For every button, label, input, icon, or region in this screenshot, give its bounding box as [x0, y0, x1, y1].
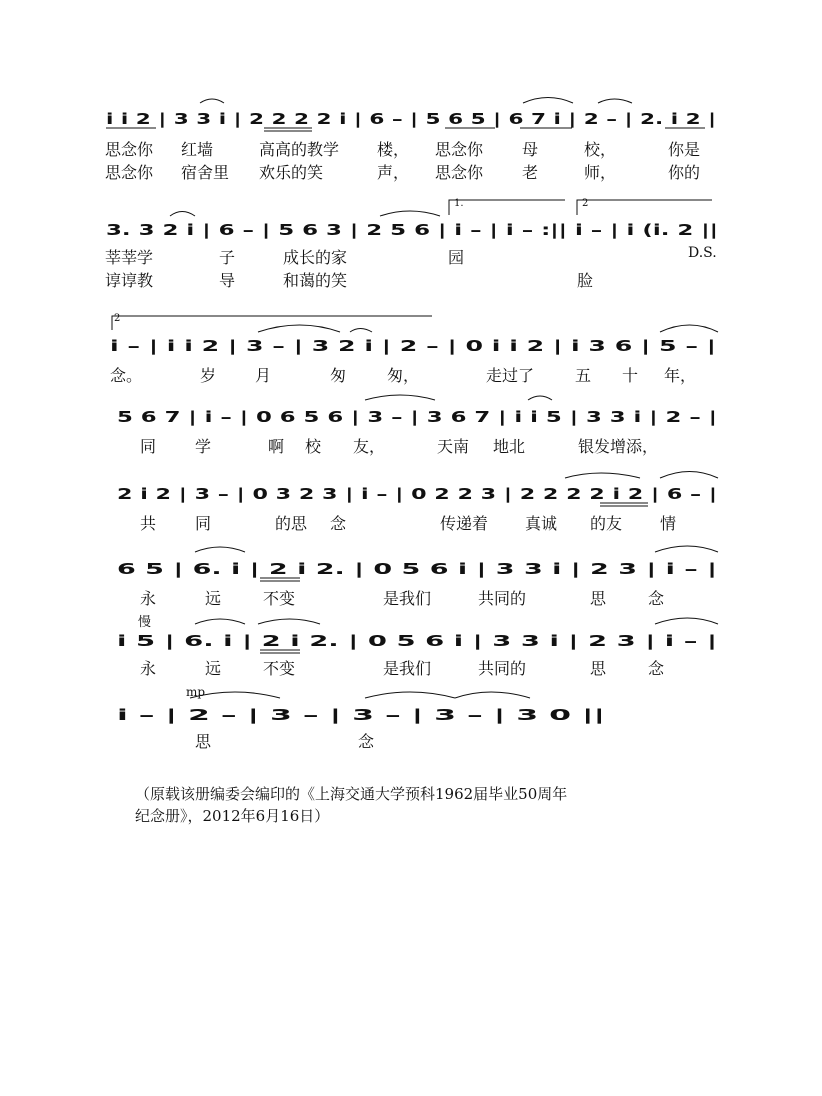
slur — [258, 619, 320, 624]
lyric: 银发增添， — [578, 437, 659, 456]
slur — [660, 472, 718, 479]
lyric: 同 — [195, 514, 212, 533]
lyric: 脸 — [577, 271, 594, 290]
music-row-3-notes: i – | i i 2 | 3 – | 3 2 i | 2 – | 0 i i 2 | i 3 6 | 5 – | — [110, 337, 471, 355]
volta-1-label: 1. — [454, 198, 464, 209]
lyric: 共同的 — [478, 589, 527, 608]
lyric: 宿舍里 — [181, 163, 230, 182]
lyric: 共同的 — [478, 659, 527, 678]
lyric: 楼， — [377, 140, 410, 159]
lyric: 走过了 — [486, 366, 535, 385]
lyric: 念 — [648, 589, 665, 608]
slur — [350, 329, 372, 333]
lyric: 谆谆教 — [105, 271, 154, 290]
lyric: 念 — [358, 732, 375, 751]
volta-1-bracket — [449, 200, 565, 215]
slur — [200, 99, 224, 103]
music-row-8-notes: i – | 2 – | 3 – | 3 – | 3 – | 3 0 || — [117, 706, 350, 724]
lyric: 念 — [330, 514, 347, 533]
music-row-6-notes: 6 5 | 6. i | 2 i 2. | 0 5 6 i | 3 3 i | 2 3 | i – | — [117, 560, 451, 578]
music-row-1 — [106, 110, 716, 129]
lyric: 远 — [205, 589, 222, 608]
lyric: 成长的家 — [283, 248, 348, 267]
slur — [195, 619, 245, 624]
lyric: 友， — [353, 437, 386, 456]
lyric: 你的 — [668, 163, 701, 182]
lyric: 传递着 — [440, 514, 489, 533]
lyric: 不变 — [263, 659, 296, 678]
lyric: 永 — [140, 659, 157, 678]
volta-2-bracket — [577, 200, 712, 215]
lyric: 欢乐的笑 — [259, 163, 324, 182]
lyric: 月 — [255, 366, 272, 385]
lyric: 学 — [195, 437, 212, 456]
lyric: 高高的教学 — [259, 140, 340, 159]
slur — [365, 692, 455, 698]
lyric: 莘莘学 — [105, 248, 154, 267]
lyric: 五 — [575, 366, 592, 385]
lyric: 园 — [448, 248, 465, 267]
lyric: 不变 — [263, 589, 296, 608]
music-row-5 — [117, 485, 717, 504]
music-row-6 — [117, 560, 717, 579]
music-row-4 — [117, 408, 717, 427]
lyric: 年， — [664, 366, 697, 385]
lyric: 匆 — [330, 366, 347, 385]
lyric: 是我们 — [383, 589, 432, 608]
volta-2-label: 2 — [582, 198, 589, 209]
lyric: 的思 — [275, 514, 308, 533]
music-row-3 — [110, 337, 716, 356]
lyric: 真诚 — [525, 514, 558, 533]
source-note-line-2: 纪念册》，2012年6月16日） — [135, 807, 330, 825]
slur — [660, 325, 718, 332]
slur — [455, 692, 530, 698]
lyric: 共 — [140, 514, 157, 533]
lyric: 子 — [219, 248, 236, 267]
lyric: 你是 — [668, 140, 701, 159]
lyric: 思 — [590, 589, 607, 608]
music-row-7-notes: i 5 | 6. i | 2 i 2. | 0 5 6 i | 3 3 i | 2 3 | i – | — [117, 632, 446, 650]
music-row-2 — [106, 221, 718, 240]
slur — [598, 99, 632, 103]
lyric: 思念你 — [105, 140, 154, 159]
lyric: 同 — [140, 437, 157, 456]
lyric: 匆， — [387, 366, 420, 385]
lyric: 红墙 — [181, 140, 214, 159]
music-row-4-notes: 5 6 7 | i – | 0 6 5 6 | 3 – | 3 6 7 | i i 5 | 3 3 i | 2 – | — [117, 408, 512, 426]
lyric: 念 — [648, 659, 665, 678]
lyric: 思 — [195, 732, 212, 751]
lyric: 远 — [205, 659, 222, 678]
lyric: 母 — [522, 140, 539, 159]
dynamic-mp-mark: mp — [186, 685, 206, 699]
slur — [365, 395, 435, 400]
lyric: 老 — [522, 163, 539, 182]
slur — [565, 473, 640, 478]
music-row-5-notes: 2 i 2 | 3 – | 0 3 2 3 | i – | 0 2 2 3 | 2 2 2 2 i 2 | 6 – | — [117, 485, 523, 503]
slur — [195, 547, 245, 552]
music-row-8 — [117, 706, 605, 725]
lyric: 思念你 — [435, 163, 484, 182]
ds-mark: D.S. — [688, 245, 717, 261]
slur — [258, 325, 340, 332]
lyric: 声， — [377, 163, 410, 182]
music-row-1-notes: i i 2 | 3 3 i | 2 2 2 2 i | 6 – | 5 6 5 | 6 7 i | 2 – | 2. i 2 | — [106, 110, 531, 128]
lyric: 导 — [219, 271, 236, 290]
lyric: 和蔼的笑 — [283, 271, 348, 290]
source-note-line-1: （原载该册编委会编印的《上海交通大学预科1962届毕业50周年 — [135, 785, 568, 803]
slur — [528, 396, 552, 400]
lyric: 啊 — [268, 437, 285, 456]
lyric: 地北 — [493, 437, 526, 456]
lyric: 思念你 — [435, 140, 484, 159]
music-row-7 — [117, 632, 717, 651]
tempo-slow-mark: 慢 — [138, 615, 152, 630]
slur — [655, 546, 718, 552]
slur — [523, 98, 573, 104]
lyric: 念。 — [110, 366, 143, 385]
lyric: 师， — [584, 163, 617, 182]
lyric: 天南 — [437, 437, 470, 456]
lyric: 永 — [140, 589, 157, 608]
lyric: 的友 — [590, 514, 623, 533]
lyric: 思念你 — [105, 163, 154, 182]
lyric: 情 — [660, 514, 677, 533]
lyric: 是我们 — [383, 659, 432, 678]
lyric: 校 — [305, 437, 322, 456]
lyric: 十 — [622, 366, 639, 385]
slur — [170, 212, 195, 217]
slur — [380, 211, 440, 216]
slur — [655, 618, 718, 624]
volta-2b-label: 2 — [114, 313, 121, 324]
lyric: 校， — [584, 140, 617, 159]
lyric: 岁 — [200, 366, 217, 385]
lyric: 思 — [590, 659, 607, 678]
music-row-2-notes: 3. 3 2 i | 6 – | 5 6 3 | 2 5 6 | i – | i – :|| i – | i (i. 2 || — [106, 221, 507, 239]
